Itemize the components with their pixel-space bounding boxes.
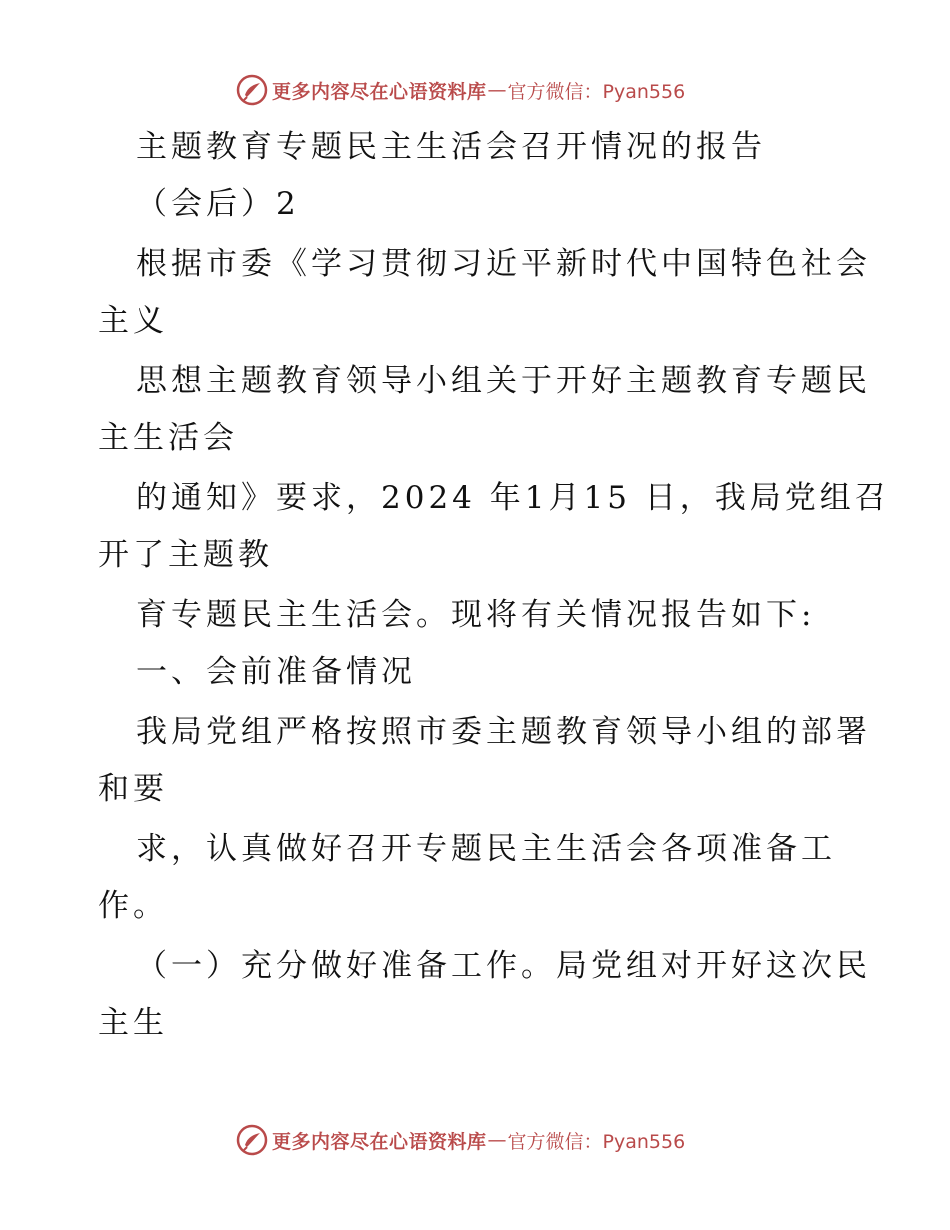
wechat-contact: 官方微信：Pyan556 <box>507 1130 686 1153</box>
paragraph-line: 我局党组严格按照市委主题教育领导小组的部署 <box>136 714 871 750</box>
paragraph-line: 作。 <box>98 888 168 924</box>
brand-name: 更多内容尽在心语资料库 <box>272 1130 487 1153</box>
paragraph-line: 育专题民主生活会。现将有关情况报告如下: <box>136 597 816 633</box>
paragraph-line: 思想主题教育领导小组关于开好主题教育专题民 <box>136 363 871 399</box>
subsection-heading: （一）充分做好准备工作。局党组对开好这次民 <box>136 948 871 984</box>
paragraph-line: 开了主题教 <box>98 537 273 573</box>
footer-banner <box>236 1122 685 1158</box>
paragraph-line: 根据市委《学习贯彻习近平新时代中国特色社会 <box>136 246 871 282</box>
paragraph-line: 和要 <box>98 771 168 807</box>
banner-separator: — <box>487 1129 507 1151</box>
paragraph-line: 求，认真做好召开专题民主生活会各项准备工 <box>136 831 836 867</box>
doc-title: 主题教育专题民主生活会召开情况的报告 <box>136 129 766 165</box>
section-heading: 一、会前准备情况 <box>136 654 416 690</box>
paragraph-line: 主生活会 <box>98 420 238 456</box>
doc-subtitle: （会后）2 <box>136 186 300 222</box>
brand-logo-icon <box>236 1124 268 1156</box>
wechat-contact: 官方微信：Pyan556 <box>507 80 686 103</box>
brand-logo-icon <box>236 74 268 106</box>
header-banner <box>236 72 685 108</box>
paragraph-line: 主义 <box>98 303 168 339</box>
banner-separator: — <box>487 79 507 101</box>
paragraph-line: 主生 <box>98 1005 168 1041</box>
brand-name: 更多内容尽在心语资料库 <box>272 80 487 103</box>
paragraph-line: 的通知》要求，2024 年1月15 日，我局党组召 <box>136 480 890 516</box>
